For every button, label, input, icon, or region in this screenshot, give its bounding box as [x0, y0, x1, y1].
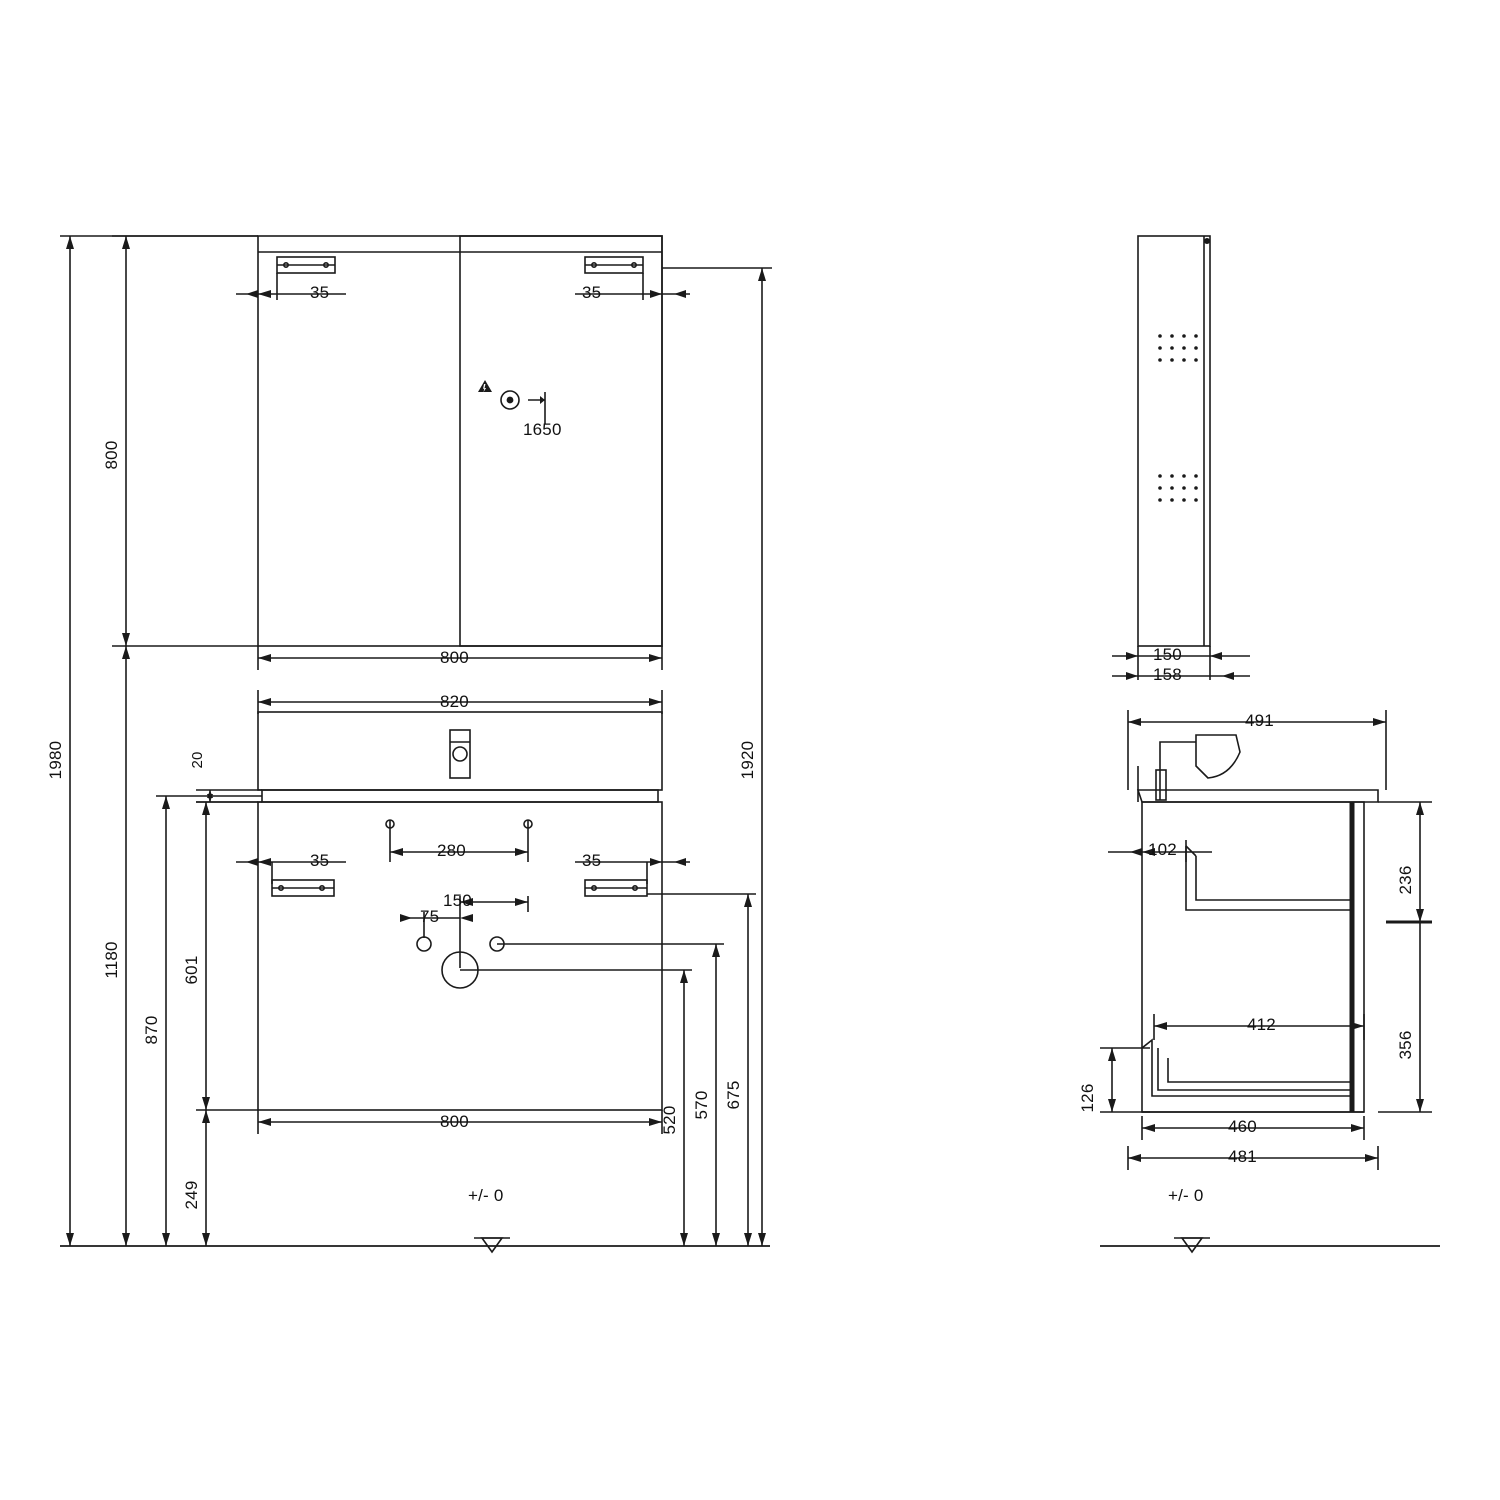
- dim-overall-height: 1980: [46, 740, 65, 780]
- dim-unit-depth-total: 481: [1228, 1147, 1257, 1166]
- dim-mount-spacing: 280: [437, 841, 466, 860]
- dim-socket-height: 1650: [523, 420, 562, 439]
- dim-supply-570: 570: [692, 1090, 711, 1120]
- dim-unit-width: 800: [440, 1112, 469, 1131]
- dim-mirror-height: 800: [102, 440, 121, 470]
- datum-label-side: +/- 0: [1168, 1186, 1204, 1205]
- dim-basin-thickness: 20: [189, 751, 206, 769]
- dim-drawer-inset: 102: [1148, 840, 1177, 859]
- dim-basin-675: 675: [724, 1080, 743, 1110]
- dim-toe-height: 126: [1078, 1083, 1097, 1113]
- dim-mirror-handle-left: 35: [310, 283, 330, 302]
- dim-right-overall: 1920: [738, 740, 757, 780]
- dim-lower-height: 356: [1396, 1030, 1415, 1060]
- dim-waste-offset-75: 75: [420, 907, 440, 926]
- dim-mirror-depth: 150: [1153, 645, 1182, 664]
- dim-basin-width: 820: [440, 692, 469, 711]
- dim-unit-top: 601: [182, 955, 201, 985]
- dim-mirror-depth-total: 158: [1153, 665, 1182, 684]
- dim-drawer-height: 236: [1396, 865, 1415, 895]
- dim-waste-offset-150: 150: [443, 891, 472, 910]
- dim-unit-depth-top: 491: [1245, 711, 1274, 730]
- dim-mirror-bottom: 1180: [102, 941, 121, 979]
- dim-unit-depth: 460: [1228, 1117, 1257, 1136]
- dim-mirror-width: 800: [440, 648, 469, 667]
- dim-unit-bottom: 249: [182, 1180, 201, 1210]
- dim-mount-left: 35: [310, 851, 330, 870]
- dim-waste-520: 520: [660, 1105, 679, 1135]
- dim-mount-right: 35: [582, 851, 602, 870]
- datum-label-front: +/- 0: [468, 1186, 504, 1205]
- dim-drawer-width: 412: [1247, 1015, 1276, 1034]
- dim-basin-top-height: 870: [142, 1015, 161, 1045]
- dim-mirror-handle-right: 35: [582, 283, 602, 302]
